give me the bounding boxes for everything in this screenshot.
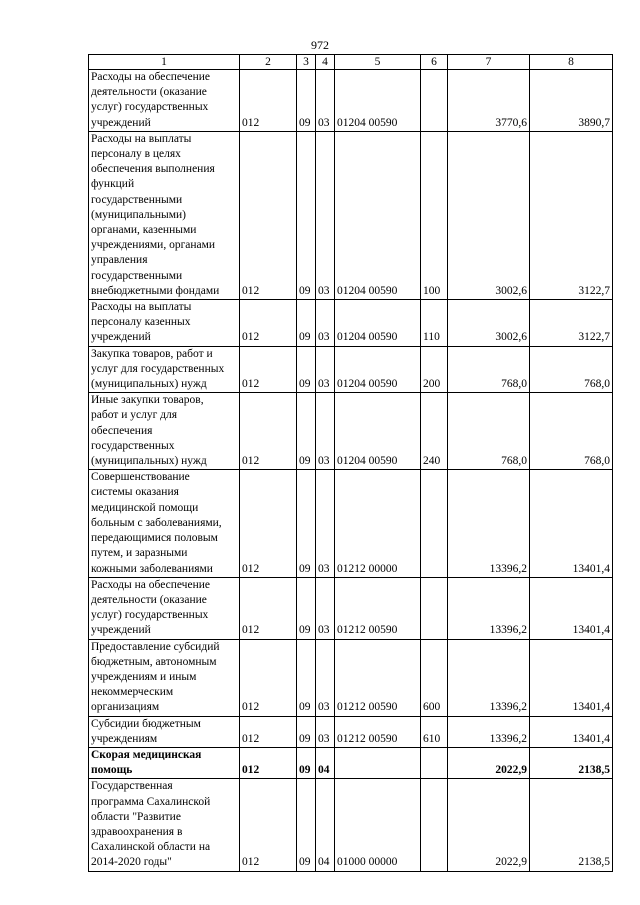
table-row xyxy=(89,470,613,577)
item-name-line: учреждений xyxy=(91,331,151,344)
amount-year2-cell: 2138,5 xyxy=(530,779,613,871)
table-row xyxy=(89,779,613,871)
header-cell: 7 xyxy=(448,55,530,70)
item-name-line: учреждений xyxy=(91,624,151,637)
subsection-code-cell: 03 xyxy=(316,716,335,747)
header-cell: 3 xyxy=(297,55,316,70)
amount-year1-cell: 3002,6 xyxy=(448,300,530,347)
target-article-cell: 01212 00590 xyxy=(335,716,421,747)
item-name-line: внебюджетными фондами xyxy=(91,284,220,297)
section-code-cell: 09 xyxy=(297,779,316,871)
item-name-line: (муниципальных) нужд xyxy=(91,378,207,391)
item-name-line: деятельности (оказание xyxy=(91,593,207,606)
item-name-line: услуг) государственных xyxy=(91,101,209,114)
admin-code-cell: 012 xyxy=(240,577,297,639)
expense-type-cell: 610 xyxy=(421,716,448,747)
amount-year1-cell: 13396,2 xyxy=(448,716,530,747)
item-name-line: здравоохранения в xyxy=(91,825,183,838)
section-code-cell: 09 xyxy=(297,346,316,393)
section-code-cell: 09 xyxy=(297,470,316,577)
admin-code-cell: 012 xyxy=(240,639,297,716)
item-name-line: Субсидии бюджетным xyxy=(91,717,201,730)
table-row xyxy=(89,577,613,639)
amount-year1-cell: 2022,9 xyxy=(448,779,530,871)
item-name-line: передающимися половым xyxy=(91,532,218,545)
item-name-cell xyxy=(89,131,240,299)
item-name-line: обеспечения выполнения xyxy=(91,163,215,176)
item-name-line: деятельности (оказание xyxy=(91,86,207,99)
budget-table xyxy=(88,54,613,872)
item-name-line: государственными xyxy=(91,193,183,206)
target-article-cell: 01204 00590 xyxy=(335,346,421,393)
expense-type-cell xyxy=(421,470,448,577)
expense-type-cell xyxy=(421,70,448,132)
section-code-cell: 09 xyxy=(297,639,316,716)
table-row xyxy=(89,393,613,470)
item-name-cell xyxy=(89,747,240,778)
item-name-cell xyxy=(89,470,240,577)
amount-year1-cell: 768,0 xyxy=(448,346,530,393)
item-name-line: функций xyxy=(91,178,135,191)
header-cell: 8 xyxy=(530,55,613,70)
amount-year1-cell: 768,0 xyxy=(448,393,530,470)
amount-year1-cell: 13396,2 xyxy=(448,639,530,716)
table-row xyxy=(89,300,613,347)
amount-year2-cell: 13401,4 xyxy=(530,639,613,716)
expense-type-cell: 100 xyxy=(421,131,448,299)
amount-year2-cell: 2138,5 xyxy=(530,747,613,778)
header-cell: 6 xyxy=(421,55,448,70)
amount-year2-cell: 3122,7 xyxy=(530,131,613,299)
item-name-line: кожными заболеваниями xyxy=(91,562,213,575)
item-name-line: (муниципальных) нужд xyxy=(91,455,207,468)
subsection-code-cell: 03 xyxy=(316,393,335,470)
item-name-cell xyxy=(89,300,240,347)
subsection-code-cell: 04 xyxy=(316,779,335,871)
item-name-line: Предоставление субсидий xyxy=(91,640,220,653)
subsection-code-cell: 04 xyxy=(316,747,335,778)
target-article-cell: 01204 00590 xyxy=(335,300,421,347)
item-name-line: медицинской помощи xyxy=(91,501,199,514)
item-name-line: организациям xyxy=(91,701,160,714)
item-name-line: Государственная xyxy=(91,780,173,793)
table-body xyxy=(89,70,613,872)
item-name-line: органами, казенными xyxy=(91,224,197,237)
table-row xyxy=(89,639,613,716)
amount-year2-cell: 13401,4 xyxy=(530,470,613,577)
subsection-code-cell: 03 xyxy=(316,70,335,132)
target-article-cell: 01212 00590 xyxy=(335,577,421,639)
item-name-line: Совершенствование xyxy=(91,471,190,484)
item-name-line: персоналу казенных xyxy=(91,316,191,329)
header-cell: 5 xyxy=(335,55,421,70)
item-name-line: 2014-2020 годы" xyxy=(91,856,172,869)
item-name-line: области "Развитие xyxy=(91,810,181,823)
section-code-cell: 09 xyxy=(297,716,316,747)
expense-type-cell xyxy=(421,577,448,639)
section-code-cell: 09 xyxy=(297,747,316,778)
amount-year1-cell: 2022,9 xyxy=(448,747,530,778)
amount-year1-cell: 3002,6 xyxy=(448,131,530,299)
item-name-line: услуг для государственных xyxy=(91,362,225,375)
amount-year2-cell: 3890,7 xyxy=(530,70,613,132)
amount-year1-cell: 13396,2 xyxy=(448,470,530,577)
item-name-line: учреждениями, органами xyxy=(91,239,216,252)
header-cell: 1 xyxy=(89,55,240,70)
item-name-line: Закупка товаров, работ и xyxy=(91,347,213,360)
section-code-cell: 09 xyxy=(297,393,316,470)
item-name-line: услуг) государственных xyxy=(91,609,209,622)
target-article-cell: 01204 00590 xyxy=(335,131,421,299)
admin-code-cell: 012 xyxy=(240,300,297,347)
amount-year2-cell: 13401,4 xyxy=(530,577,613,639)
admin-code-cell: 012 xyxy=(240,131,297,299)
item-name-line: системы оказания xyxy=(91,486,179,499)
section-code-cell: 09 xyxy=(297,577,316,639)
target-article-cell: 01204 00590 xyxy=(335,70,421,132)
item-name-cell xyxy=(89,577,240,639)
item-name-line: Скорая медицинская xyxy=(91,748,202,761)
item-name-line: Расходы на выплаты xyxy=(91,301,192,314)
item-name-line: учреждениям и иным xyxy=(91,670,197,683)
item-name-line: некоммерческим xyxy=(91,686,174,699)
item-name-line: Расходы на выплаты xyxy=(91,132,192,145)
subsection-code-cell: 03 xyxy=(316,470,335,577)
item-name-line: работ и услуг для xyxy=(91,409,178,422)
item-name-line: путем, и заразными xyxy=(91,547,188,560)
item-name-cell xyxy=(89,393,240,470)
item-name-cell xyxy=(89,639,240,716)
admin-code-cell: 012 xyxy=(240,747,297,778)
section-code-cell: 09 xyxy=(297,300,316,347)
item-name-cell xyxy=(89,346,240,393)
section-code-cell: 09 xyxy=(297,70,316,132)
expense-type-cell: 240 xyxy=(421,393,448,470)
page-number: 972 xyxy=(311,38,329,52)
expense-type-cell: 200 xyxy=(421,346,448,393)
item-name-line: помощь xyxy=(91,764,133,777)
target-article-cell: 01212 00590 xyxy=(335,639,421,716)
item-name-line: (муниципальными) xyxy=(91,208,186,221)
item-name-line: Расходы на обеспечение xyxy=(91,578,210,591)
table-row xyxy=(89,346,613,393)
amount-year2-cell: 768,0 xyxy=(530,346,613,393)
item-name-line: Расходы на обеспечение xyxy=(91,71,210,83)
amount-year1-cell: 3770,6 xyxy=(448,70,530,132)
item-name-cell xyxy=(89,70,240,132)
item-name-line: государственных xyxy=(91,439,175,452)
admin-code-cell: 012 xyxy=(240,346,297,393)
item-name-line: учреждениям xyxy=(91,732,158,745)
section-code-cell: 09 xyxy=(297,131,316,299)
admin-code-cell: 012 xyxy=(240,716,297,747)
amount-year1-cell: 13396,2 xyxy=(448,577,530,639)
subsection-code-cell: 03 xyxy=(316,131,335,299)
amount-year2-cell: 3122,7 xyxy=(530,300,613,347)
item-name-cell xyxy=(89,716,240,747)
target-article-cell: 01204 00590 xyxy=(335,393,421,470)
target-article-cell: 01000 00000 xyxy=(335,779,421,871)
item-name-line: государственными xyxy=(91,269,183,282)
item-name-cell xyxy=(89,779,240,871)
item-name-line: управления xyxy=(91,254,148,267)
header-row xyxy=(89,55,613,70)
admin-code-cell: 012 xyxy=(240,470,297,577)
expense-type-cell xyxy=(421,747,448,778)
amount-year2-cell: 768,0 xyxy=(530,393,613,470)
table-row xyxy=(89,70,613,132)
admin-code-cell: 012 xyxy=(240,393,297,470)
item-name-line: Сахалинской области на xyxy=(91,841,211,854)
target-article-cell: 01212 00000 xyxy=(335,470,421,577)
admin-code-cell: 012 xyxy=(240,70,297,132)
subsection-code-cell: 03 xyxy=(316,639,335,716)
table-row xyxy=(89,747,613,778)
table-row xyxy=(89,131,613,299)
item-name-line: обеспечения xyxy=(91,424,153,437)
table-row xyxy=(89,716,613,747)
expense-type-cell: 600 xyxy=(421,639,448,716)
admin-code-cell: 012 xyxy=(240,779,297,871)
target-article-cell xyxy=(335,747,421,778)
item-name-line: больным с заболеваниями, xyxy=(91,516,222,529)
item-name-line: персоналу в целях xyxy=(91,148,181,161)
subsection-code-cell: 03 xyxy=(316,300,335,347)
amount-year2-cell: 13401,4 xyxy=(530,716,613,747)
header-cell: 2 xyxy=(240,55,297,70)
subsection-code-cell: 03 xyxy=(316,346,335,393)
subsection-code-cell: 03 xyxy=(316,577,335,639)
header-cell: 4 xyxy=(316,55,335,70)
item-name-line: учреждений xyxy=(91,116,151,129)
item-name-line: Иные закупки товаров, xyxy=(91,394,204,407)
item-name-line: программа Сахалинской xyxy=(91,795,211,808)
expense-type-cell xyxy=(421,779,448,871)
item-name-line: бюджетным, автономным xyxy=(91,655,217,668)
expense-type-cell: 110 xyxy=(421,300,448,347)
